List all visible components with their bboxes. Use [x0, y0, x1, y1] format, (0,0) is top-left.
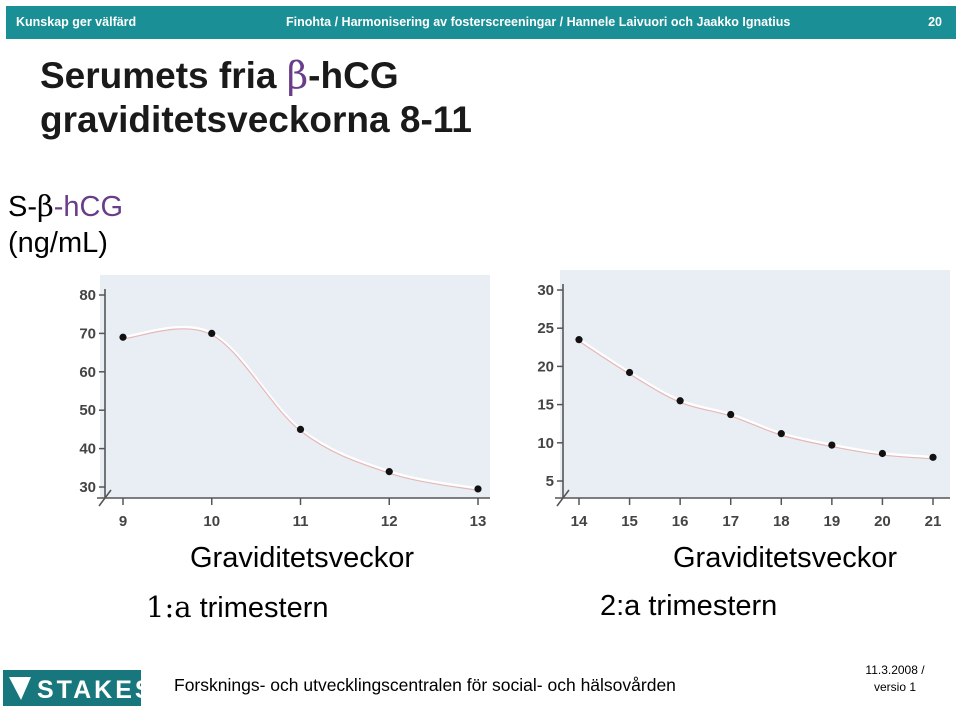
y-tick-label: 40: [79, 440, 96, 458]
chart-second-trimester: [525, 270, 955, 535]
logo-text: STAKES: [37, 676, 155, 704]
y-tick-label: 5: [545, 473, 554, 490]
trimester-caption-right: 2:a trimestern: [600, 590, 778, 622]
title-suffix: -hCG: [308, 55, 399, 96]
y-label-hcg: -hCG: [53, 191, 124, 223]
y-tick-label: 50: [79, 402, 96, 420]
data-point: [879, 450, 886, 457]
title-beta: β: [286, 54, 309, 97]
x-tick-label: 15: [621, 513, 638, 530]
data-point: [386, 468, 393, 475]
footer-date: 11.3.2008 /: [865, 663, 925, 677]
footer-organization: Forsknings- och utvecklingscentralen för social- och hälsovården: [174, 675, 676, 695]
header-brand: Kunskap ger välfärd: [16, 15, 137, 29]
x-tick-label: 9: [118, 513, 128, 530]
x-tick-label: 10: [203, 513, 221, 530]
data-point: [828, 441, 835, 448]
slide-number: 20: [928, 15, 942, 29]
x-tick-label: 12: [380, 513, 398, 530]
data-point: [297, 426, 304, 433]
y-tick-label: 25: [537, 320, 554, 338]
x-tick-label: 11: [292, 513, 309, 530]
y-tick-label: 80: [79, 287, 96, 304]
plot-background: [560, 270, 950, 498]
y-tick-label: 60: [79, 363, 96, 381]
y-tick-label: 30: [79, 479, 96, 496]
header-breadcrumb: Finohta / Harmonisering av fosterscreeningar / Hannele Laivuori och Jaakko Ignatius: [286, 15, 791, 29]
header-bar: [6, 6, 956, 39]
y-tick-label: 70: [79, 325, 96, 343]
x-caption-right: Graviditetsveckor: [673, 542, 898, 574]
x-tick-label: 21: [924, 513, 942, 530]
x-tick-label: 18: [772, 513, 790, 530]
x-tick-label: 13: [469, 513, 487, 530]
data-point: [677, 397, 684, 404]
x-tick-label: 19: [823, 513, 841, 530]
data-point: [626, 369, 633, 376]
footer-date-block: [850, 662, 940, 696]
trimester-number-left: 1:a: [146, 590, 192, 624]
x-tick-label: 17: [722, 513, 740, 530]
y-label-prefix: S-: [8, 191, 37, 223]
plot-background: [100, 275, 490, 498]
data-point: [575, 336, 582, 343]
data-point: [474, 485, 481, 492]
x-tick-label: 14: [570, 513, 588, 530]
x-caption-left: Graviditetsveckor: [190, 542, 415, 574]
data-point: [208, 330, 215, 337]
y-label-unit: (ng/mL): [8, 227, 108, 259]
title-line-2: graviditetsveckorna 8-11: [40, 99, 472, 140]
data-point: [727, 411, 734, 418]
y-label-beta: β: [37, 189, 54, 223]
data-point: [778, 430, 785, 437]
x-tick-label: 16: [671, 513, 689, 530]
y-tick-label: 30: [537, 282, 554, 299]
trimester-word-left: trimestern: [191, 592, 329, 624]
y-tick-label: 20: [537, 358, 554, 376]
footer-version: versio 1: [873, 680, 917, 694]
stakes-logo: [3, 670, 155, 706]
y-tick-label: 15: [537, 396, 554, 414]
chart-first-trimester: [70, 270, 515, 535]
plot-group: [79, 275, 490, 530]
trimester-caption-left: [146, 590, 329, 625]
data-point: [929, 454, 936, 461]
y-tick-label: 10: [537, 434, 554, 452]
y-axis-label: [8, 188, 123, 261]
plot-group: [537, 270, 950, 530]
x-tick-label: 20: [874, 513, 891, 530]
title-prefix: Serumets fria: [40, 55, 287, 96]
slide-title: [40, 54, 472, 142]
title-line-1: [40, 54, 472, 98]
data-point: [119, 334, 126, 341]
y-label-line-1: [8, 188, 123, 225]
